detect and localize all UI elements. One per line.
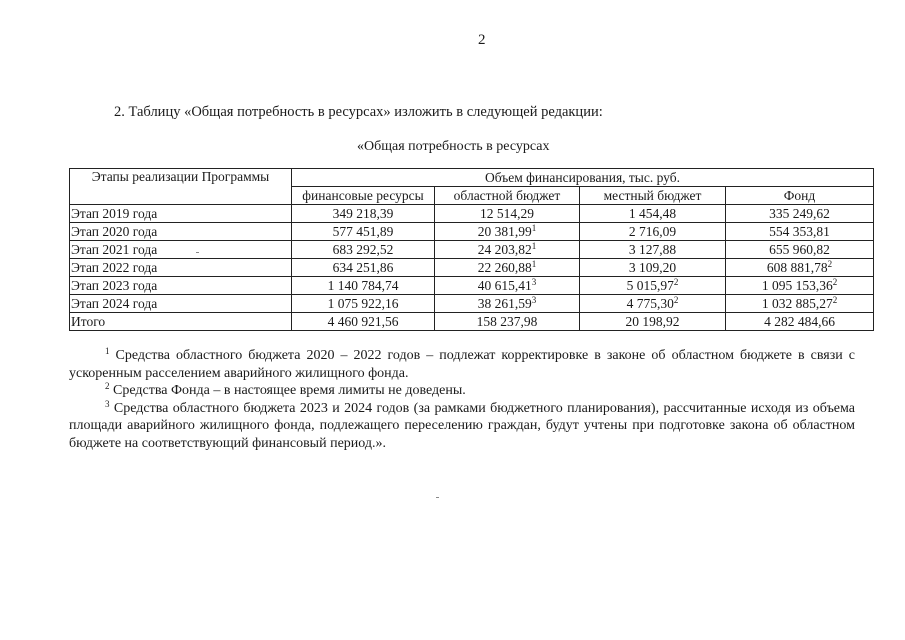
footnote-text: Средства областного бюджета 2020 – 2022 годов – подлежат корректировке в законе об областном бюджете в связи с ускоренным расселением аварийного жилищного фонда. <box>69 348 856 381</box>
footnote-ref: 2 <box>673 295 679 305</box>
footnote-ref: 2 <box>673 277 679 287</box>
column-header-local: местный бюджет <box>580 187 726 205</box>
table-row <box>70 259 874 277</box>
footnote-text: Средства областного бюджета 2023 и 2024 годов (за рамками бюджетного планирования), рассчитанные исходя из объема площади аварийного жилищного фонда, подлежащего переселению граждан, будут учтены при подготовке закона об областном бюджете на соответствующий финансовый период.». <box>69 400 855 451</box>
value-text: 608 881,78 <box>766 260 828 275</box>
value-cell <box>435 295 580 313</box>
value-cell <box>726 313 874 331</box>
stage-cell: Этап 2021 года <box>70 241 292 259</box>
stage-cell: Итого <box>70 313 292 331</box>
value-text: 1 140 784,74 <box>327 278 399 293</box>
value-text: 335 249,62 <box>769 206 830 221</box>
value-cell <box>292 241 435 259</box>
table-row <box>70 205 874 223</box>
value-cell <box>292 277 435 295</box>
value-cell <box>726 205 874 223</box>
value-text: 20 381,99 <box>477 224 532 239</box>
column-header-financial: финансовые ресурсы <box>292 187 435 205</box>
table-row <box>70 223 874 241</box>
footnote-ref: 2 <box>832 295 838 305</box>
value-text: 1 095 153,36 <box>761 278 833 293</box>
stage-cell: Этап 2023 года <box>70 277 292 295</box>
stage-cell: Этап 2022 года <box>70 259 292 277</box>
value-cell <box>292 205 435 223</box>
value-cell <box>292 295 435 313</box>
column-header-fund: Фонд <box>726 187 874 205</box>
table-row <box>70 277 874 295</box>
value-cell <box>726 223 874 241</box>
value-text: 1 075 922,16 <box>327 296 399 311</box>
footnote <box>69 400 855 453</box>
value-cell <box>580 277 726 295</box>
value-text: 12 514,29 <box>480 206 534 221</box>
value-cell <box>726 295 874 313</box>
value-cell <box>726 277 874 295</box>
scan-speck <box>196 252 199 253</box>
value-cell <box>435 313 580 331</box>
footnote-ref: 2 <box>832 277 838 287</box>
stage-cell: Этап 2019 года <box>70 205 292 223</box>
value-text: 4 282 484,66 <box>764 314 835 329</box>
value-text: 4 460 921,56 <box>327 314 399 329</box>
table-title: «Общая потребность в ресурсах <box>357 139 550 154</box>
footnote-text: Средства Фонда – в настоящее время лимиты не доведены. <box>113 383 466 398</box>
value-cell <box>726 241 874 259</box>
value-text: 577 451,89 <box>332 224 394 239</box>
footnote-mark: 3 <box>105 398 110 409</box>
value-cell <box>435 259 580 277</box>
value-text: 3 109,20 <box>628 260 677 275</box>
value-cell <box>580 313 726 331</box>
stage-header: Этапы реализации Программы <box>70 169 292 205</box>
footnote <box>69 382 855 400</box>
value-text: 40 615,41 <box>477 278 532 293</box>
footnote-ref: 1 <box>531 223 537 233</box>
value-text: 1 454,48 <box>628 206 677 221</box>
value-cell <box>580 223 726 241</box>
value-cell <box>435 205 580 223</box>
value-cell <box>435 223 580 241</box>
table-row <box>70 313 874 331</box>
value-text: 2 716,09 <box>628 224 677 239</box>
table-row <box>70 295 874 313</box>
value-cell <box>726 259 874 277</box>
table-header-row <box>70 169 874 187</box>
table-row <box>70 241 874 259</box>
value-text: 20 198,92 <box>625 314 680 329</box>
value-text: 5 015,97 <box>626 278 674 293</box>
value-text: 683 292,52 <box>332 242 394 257</box>
page-number: 2 <box>478 32 486 48</box>
value-text: 38 261,59 <box>477 296 532 311</box>
value-cell <box>580 241 726 259</box>
value-text: 3 127,88 <box>628 242 677 257</box>
value-text: 349 218,39 <box>332 206 394 221</box>
intro-paragraph: 2. Таблицу «Общая потребность в ресурсах» изложить в следующей редакции: <box>114 104 603 120</box>
footnote-ref: 2 <box>827 259 833 269</box>
value-cell <box>580 259 726 277</box>
value-cell <box>580 295 726 313</box>
value-text: 655 960,82 <box>769 242 830 257</box>
value-text: 4 775,30 <box>626 296 674 311</box>
footnote-mark: 2 <box>105 381 110 391</box>
stage-cell: Этап 2020 года <box>70 223 292 241</box>
value-cell <box>292 259 435 277</box>
column-header-regional: областной бюджет <box>435 187 580 205</box>
resources-table <box>69 168 874 331</box>
footnote-mark: 1 <box>105 346 110 356</box>
funding-header: Объем финансирования, тыс. руб. <box>292 169 874 187</box>
value-text: 634 251,86 <box>332 260 394 275</box>
value-text: 24 203,82 <box>477 242 532 257</box>
footnote-ref: 3 <box>531 295 537 305</box>
value-cell <box>292 313 435 331</box>
value-text: 554 353,81 <box>769 224 830 239</box>
footnote-ref: 3 <box>531 277 537 287</box>
value-text: 158 237,98 <box>476 314 538 329</box>
footnote-ref: 1 <box>531 241 537 251</box>
stage-cell: Этап 2024 года <box>70 295 292 313</box>
value-cell <box>435 277 580 295</box>
footnotes <box>69 347 855 452</box>
value-cell <box>292 223 435 241</box>
value-cell <box>435 241 580 259</box>
scan-speck <box>436 497 439 498</box>
value-text: 22 260,88 <box>477 260 532 275</box>
value-text: 1 032 885,27 <box>761 296 833 311</box>
footnote <box>69 347 855 382</box>
value-cell <box>580 205 726 223</box>
footnote-ref: 1 <box>531 259 537 269</box>
